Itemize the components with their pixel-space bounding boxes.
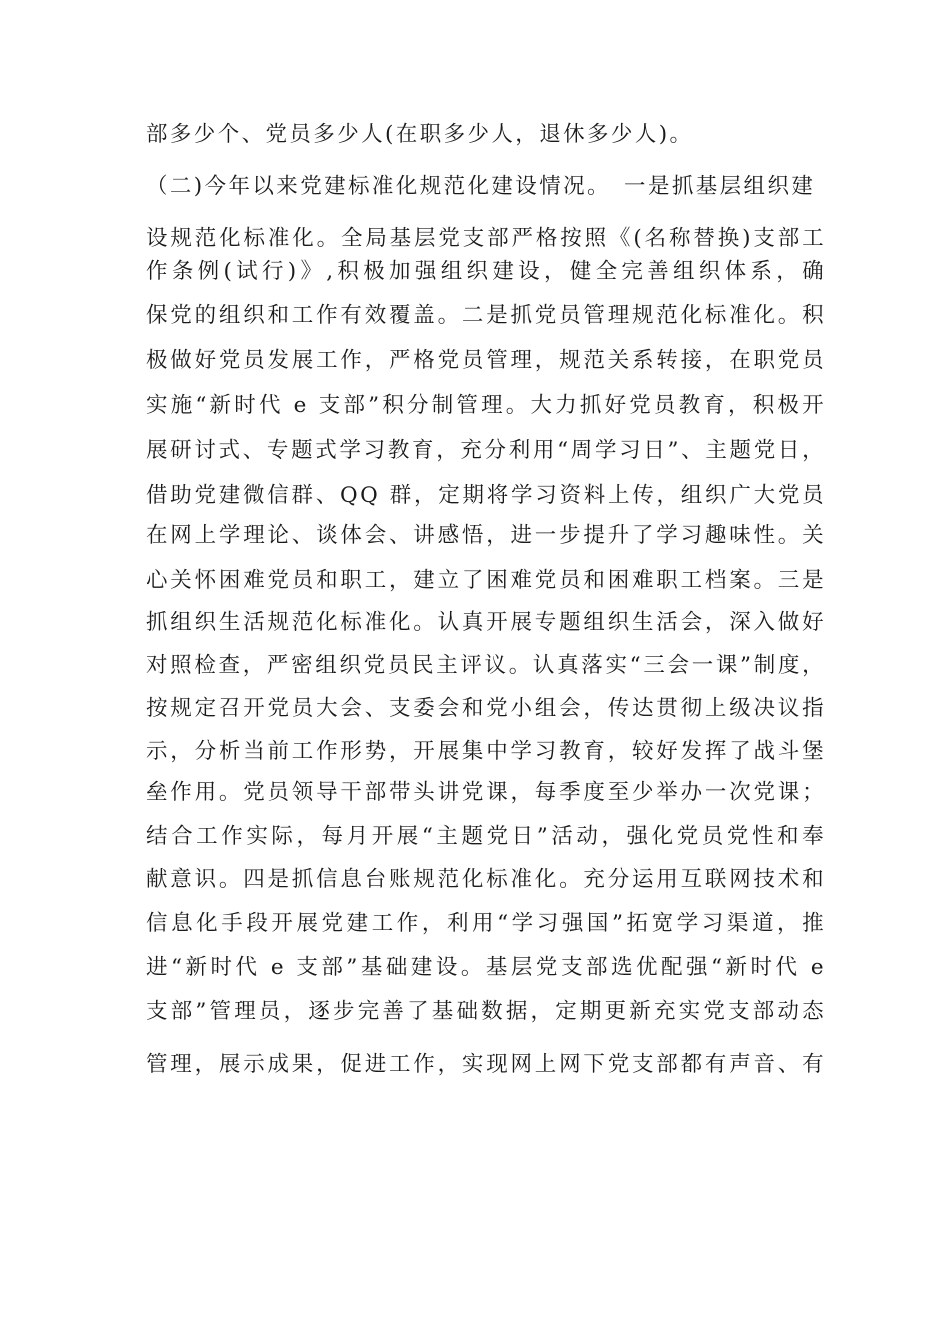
text-line: 对照检查，严密组织党员民主评议。认真落实“三会一课”制度， xyxy=(146,653,826,678)
text-line: 保党的组织和工作有效覆盖。二是抓党员管理规范化标准化。积 xyxy=(146,303,826,328)
text-line: 支部”管理员，逐步完善了基础数据，定期更新充实党支部动态 xyxy=(146,999,826,1024)
text-line: 在网上学理论、谈体会、讲感悟，进一步提升了学习趣味性。关 xyxy=(146,523,826,548)
text-line: 抓组织生活规范化标准化。认真开展专题组织生活会，深入做好 xyxy=(146,610,826,635)
text-line: （二)今年以来党建标准化规范化建设情况。 一是抓基层组织建 xyxy=(146,174,816,199)
text-line: 实施“新时代 e 支部”积分制管理。大力抓好党员教育，积极开 xyxy=(146,393,826,418)
text-line: 展研讨式、专题式学习教育，充分利用“周学习日”、主题党日， xyxy=(146,438,826,463)
text-line: 作条例(试行)》,积极加强组织建设，健全完善组织体系，确 xyxy=(146,259,826,284)
text-line: 结合工作实际，每月开展“主题党日”活动，强化党员党性和奉 xyxy=(146,824,826,849)
text-line: 按规定召开党员大会、支委会和党小组会，传达贯彻上级决议指 xyxy=(146,696,826,721)
text-line: 示，分析当前工作形势，开展集中学习教育，较好发挥了战斗堡 xyxy=(146,739,826,764)
text-line: 借助党建微信群、QQ 群，定期将学习资料上传，组织广大党员 xyxy=(146,483,826,508)
text-line: 信息化手段开展党建工作，利用“学习强国”拓宽学习渠道，推 xyxy=(146,911,826,936)
text-line: 进“新时代 e 支部”基础建设。基层党支部选优配强“新时代 e xyxy=(146,955,826,980)
text-line: 心关怀困难党员和职工，建立了困难党员和困难职工档案。三是 xyxy=(146,568,826,593)
text-line: 设规范化标准化。全局基层党支部严格按照《(名称替换)支部工 xyxy=(146,226,826,251)
text-line: 献意识。四是抓信息台账规范化标准化。充分运用互联网技术和 xyxy=(146,867,826,892)
text-line: 垒作用。党员领导干部带头讲党课，每季度至少举办一次党课； xyxy=(146,780,826,805)
text-line: 极做好党员发展工作，严格党员管理，规范关系转接，在职党员 xyxy=(146,348,826,373)
text-line: 管理，展示成果，促进工作，实现网上网下党支部都有声音、有 xyxy=(146,1052,826,1077)
text-line: 部多少个、党员多少人(在职多少人，退休多少人)。 xyxy=(146,122,694,147)
